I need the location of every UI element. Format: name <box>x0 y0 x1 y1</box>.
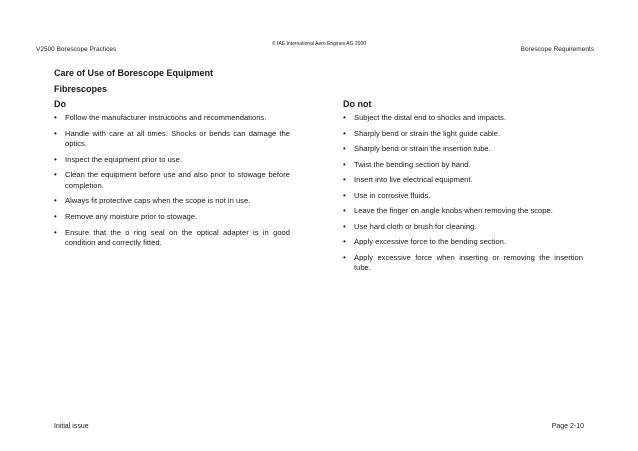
list-item: • Insert into live electrical equipment. <box>343 175 583 185</box>
copyright-notice: © IAE International Aero Engines AG 2000 <box>271 41 367 47</box>
list-item: • Sharply bend or strain the light guide cable. <box>343 129 583 139</box>
list-item: • Use in corrosive fluids. <box>343 191 583 201</box>
list-item: • Leave the finger on angle knobs when removing the scope. <box>343 206 583 216</box>
list-item: • Clean the equipment before use and also prior to stowage before completion. <box>54 170 290 190</box>
list-item: • Use hard cloth or brush for cleaning. <box>343 222 583 232</box>
list-item: • Subject the distal end to shocks and impacts. <box>343 113 583 123</box>
list-item: • Inspect the equipment prior to use. <box>54 155 290 165</box>
footer-issue: Initial issue <box>54 423 89 430</box>
list-item: • Always fit protective caps when the scope is not in use. <box>54 196 290 206</box>
list-item: • Remove any moisture prior to stowage. <box>54 212 290 222</box>
do-not-list <box>343 113 583 278</box>
header-section-title: Borescope Requirements <box>520 46 594 53</box>
list-item: • Ensure that the o ring seal on the optical adapter is in good condition and correctly fitted. <box>54 228 290 248</box>
list-item: • Handle with care at all times. Shocks or bends can damage the optics. <box>54 129 290 149</box>
list-item: • Follow the manufacturer instructions and recommendations. <box>54 113 290 123</box>
list-item: • Twist the bending section by hand. <box>343 160 583 170</box>
do-not-heading: Do not <box>343 99 372 109</box>
footer-page-number: Page 2-10 <box>551 423 584 430</box>
list-item: • Apply excessive force to the bending section. <box>343 237 583 247</box>
header-doc-title: V2500 Borescope Practices <box>36 46 117 53</box>
section-subtitle: Fibrescopes <box>54 84 108 94</box>
do-list <box>54 113 290 254</box>
page-title: Care of Use of Borescope Equipment <box>54 68 214 78</box>
do-heading: Do <box>54 99 66 109</box>
list-item: • Apply excessive force when inserting or removing the insertion tube. <box>343 253 583 273</box>
list-item: • Sharply bend or strain the insertion tube. <box>343 144 583 154</box>
